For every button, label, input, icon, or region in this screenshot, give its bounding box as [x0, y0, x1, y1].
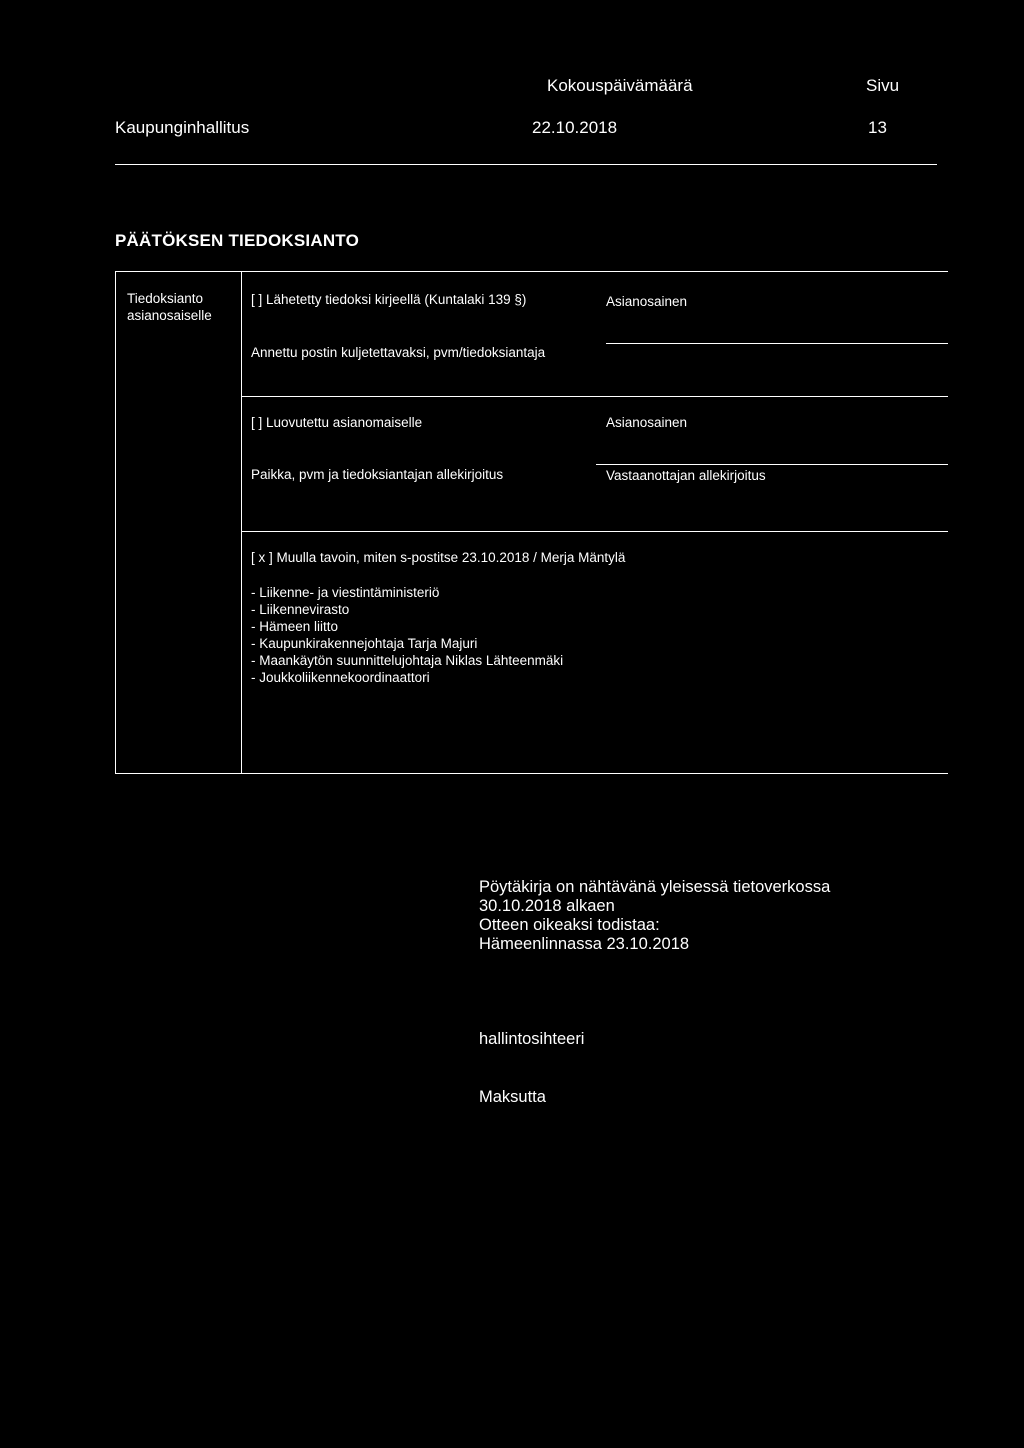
party-signature-line-1: [606, 343, 948, 344]
notification-label: [127, 290, 212, 324]
signer-role: hallintosihteeri: [479, 1030, 585, 1048]
fee-note: Maksutta: [479, 1088, 546, 1106]
meeting-date: 22.10.2018: [532, 118, 618, 137]
notification-label-line2: asianosaiselle: [127, 308, 212, 323]
receiver-signature-label: Vastaanottajan allekirjoitus: [606, 468, 766, 483]
row-divider-1: [241, 396, 948, 397]
publication-note: [479, 878, 830, 954]
recipient-list: [251, 584, 563, 686]
party-label-mail: Asianosainen: [606, 294, 688, 309]
publication-date-line: 30.10.2018 alkaen: [479, 897, 615, 915]
party-label-handed: Asianosainen: [606, 415, 688, 430]
table-column-divider: [241, 271, 242, 773]
table-bottom-border: [115, 773, 948, 774]
table-left-border: [115, 271, 116, 774]
mail-note: Annettu postin kuljetettavaksi, pvm/tiedoksiantaja: [251, 345, 546, 360]
organization-name: Kaupunginhallitus: [115, 118, 250, 137]
mail-option: [ ] Lähetetty tiedoksi kirjeellä (Kuntalaki 139 §): [251, 292, 527, 307]
page-title: PÄÄTÖKSEN TIEDOKSIANTO: [115, 231, 359, 250]
header-divider: [115, 164, 937, 165]
table-top-border: [115, 271, 948, 272]
page-label: Sivu: [866, 76, 900, 95]
list-item: - Maankäytön suunnittelujohtaja Niklas Lähteenmäki: [251, 653, 564, 668]
list-item: - Kaupunkirakennejohtaja Tarja Majuri: [251, 636, 478, 651]
list-item: - Joukkoliikennekoordinaattori: [251, 670, 430, 685]
page-number: 13: [868, 118, 887, 137]
row-divider-2: [241, 531, 948, 532]
date-label: Kokouspäivämäärä: [547, 76, 693, 95]
certification-place-date: Hämeenlinnassa 23.10.2018: [479, 935, 690, 953]
list-item: - Liikennevirasto: [251, 602, 350, 617]
certification-line: Otteen oikeaksi todistaa:: [479, 916, 660, 934]
handed-option: [ ] Luovutettu asianomaiselle: [251, 415, 423, 430]
publication-line: Pöytäkirja on nähtävänä yleisessä tietoverkossa: [479, 878, 831, 896]
list-item: - Hämeen liitto: [251, 619, 339, 634]
party-signature-line-2: [596, 464, 948, 465]
list-item: - Liikenne- ja viestintäministeriö: [251, 585, 440, 600]
notification-label-line1: Tiedoksianto: [127, 291, 204, 306]
other-option: [ x ] Muulla tavoin, miten s-postitse 23.10.2018 / Merja Mäntylä: [251, 550, 626, 565]
place-date-signature-label: Paikka, pvm ja tiedoksiantajan allekirjoitus: [251, 467, 504, 482]
